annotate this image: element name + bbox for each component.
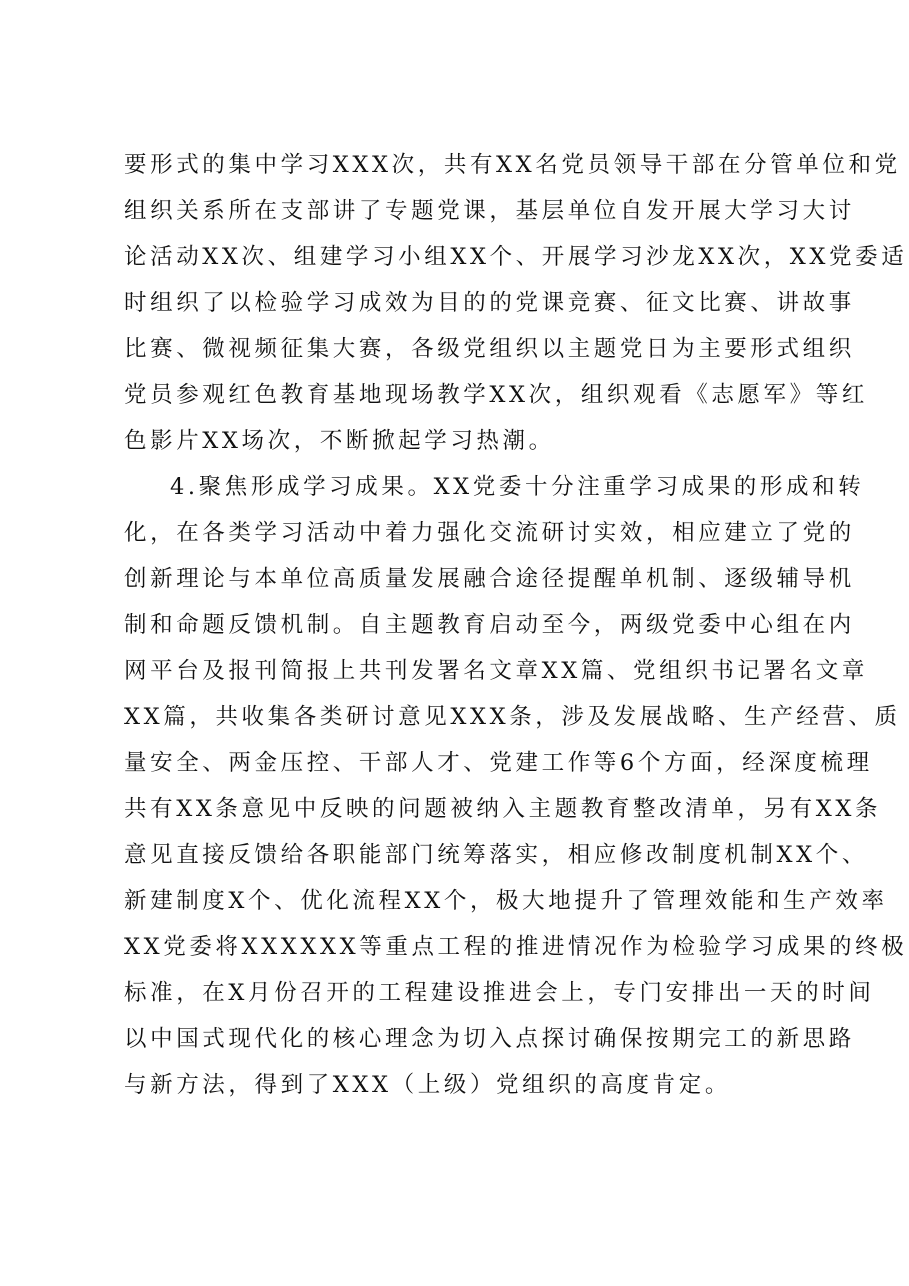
text-line: 网平台及报刊简报上共刊发署名文章XX篇、党组织书记署名文章 — [124, 658, 868, 684]
text-line: XX党委将XXXXXX等重点工程的推进情况作为检验学习成果的终极 — [124, 934, 908, 960]
text-line: 量安全、两金压控、干部人才、党建工作等6个方面，经深度梳理 — [124, 750, 873, 776]
text-line: 共有XX条意见中反映的问题被纳入主题教育整改清单，另有XX条 — [124, 796, 882, 822]
text-line: 以中国式现代化的核心理念为切入点探讨确保按期完工的新思路 — [124, 1026, 855, 1052]
text-line: 意见直接反馈给各职能部门统筹落实，相应修改制度机制XX个、 — [124, 842, 868, 868]
text-line: 论活动XX次、组建学习小组XX个、开展学习沙龙XX次，XX党委适 — [124, 244, 908, 270]
text-line: XX篇，共收集各类研讨意见XXX条，涉及发展战略、生产经营、质 — [124, 704, 901, 730]
text-line: 与新方法，得到了XXX（上级）党组织的高度肯定。 — [124, 1072, 731, 1098]
body-text — [124, 142, 908, 1108]
text-line: 标准，在X月份召开的工程建设推进会上，专门安排出一天的时间 — [124, 980, 875, 1006]
text-line: 新建制度X个、优化流程XX个，极大地提升了管理效能和生产效率 — [124, 888, 888, 914]
text-line: 制和命题反馈机制。自主题教育启动至今，两级党委中心组在内 — [124, 612, 855, 638]
text-line: 时组织了以检验学习成效为目的的党课竞赛、征文比赛、讲故事 — [124, 290, 855, 316]
text-line: 组织关系所在支部讲了专题党课，基层单位自发开展大学习大讨 — [124, 198, 855, 224]
text-line: 比赛、微视频征集大赛，各级党组织以主题党日为主要形式组织 — [124, 336, 855, 362]
section-heading-line: 4.聚焦形成学习成果。XX党委十分注重学习成果的形成和转 — [170, 474, 865, 500]
text-line: 创新理论与本单位高质量发展融合途径提醒单机制、逐级辅导机 — [124, 566, 855, 592]
text-line: 要形式的集中学习XXX次，共有XX名党员领导干部在分管单位和党 — [124, 152, 901, 178]
text-line: 党员参观红色教育基地现场教学XX次，组织观看《志愿军》等红 — [124, 382, 868, 408]
text-line: 色影片XX场次，不断掀起学习热潮。 — [124, 428, 555, 454]
text-line: 化，在各类学习活动中着力强化交流研讨实效，相应建立了党的 — [124, 520, 855, 546]
